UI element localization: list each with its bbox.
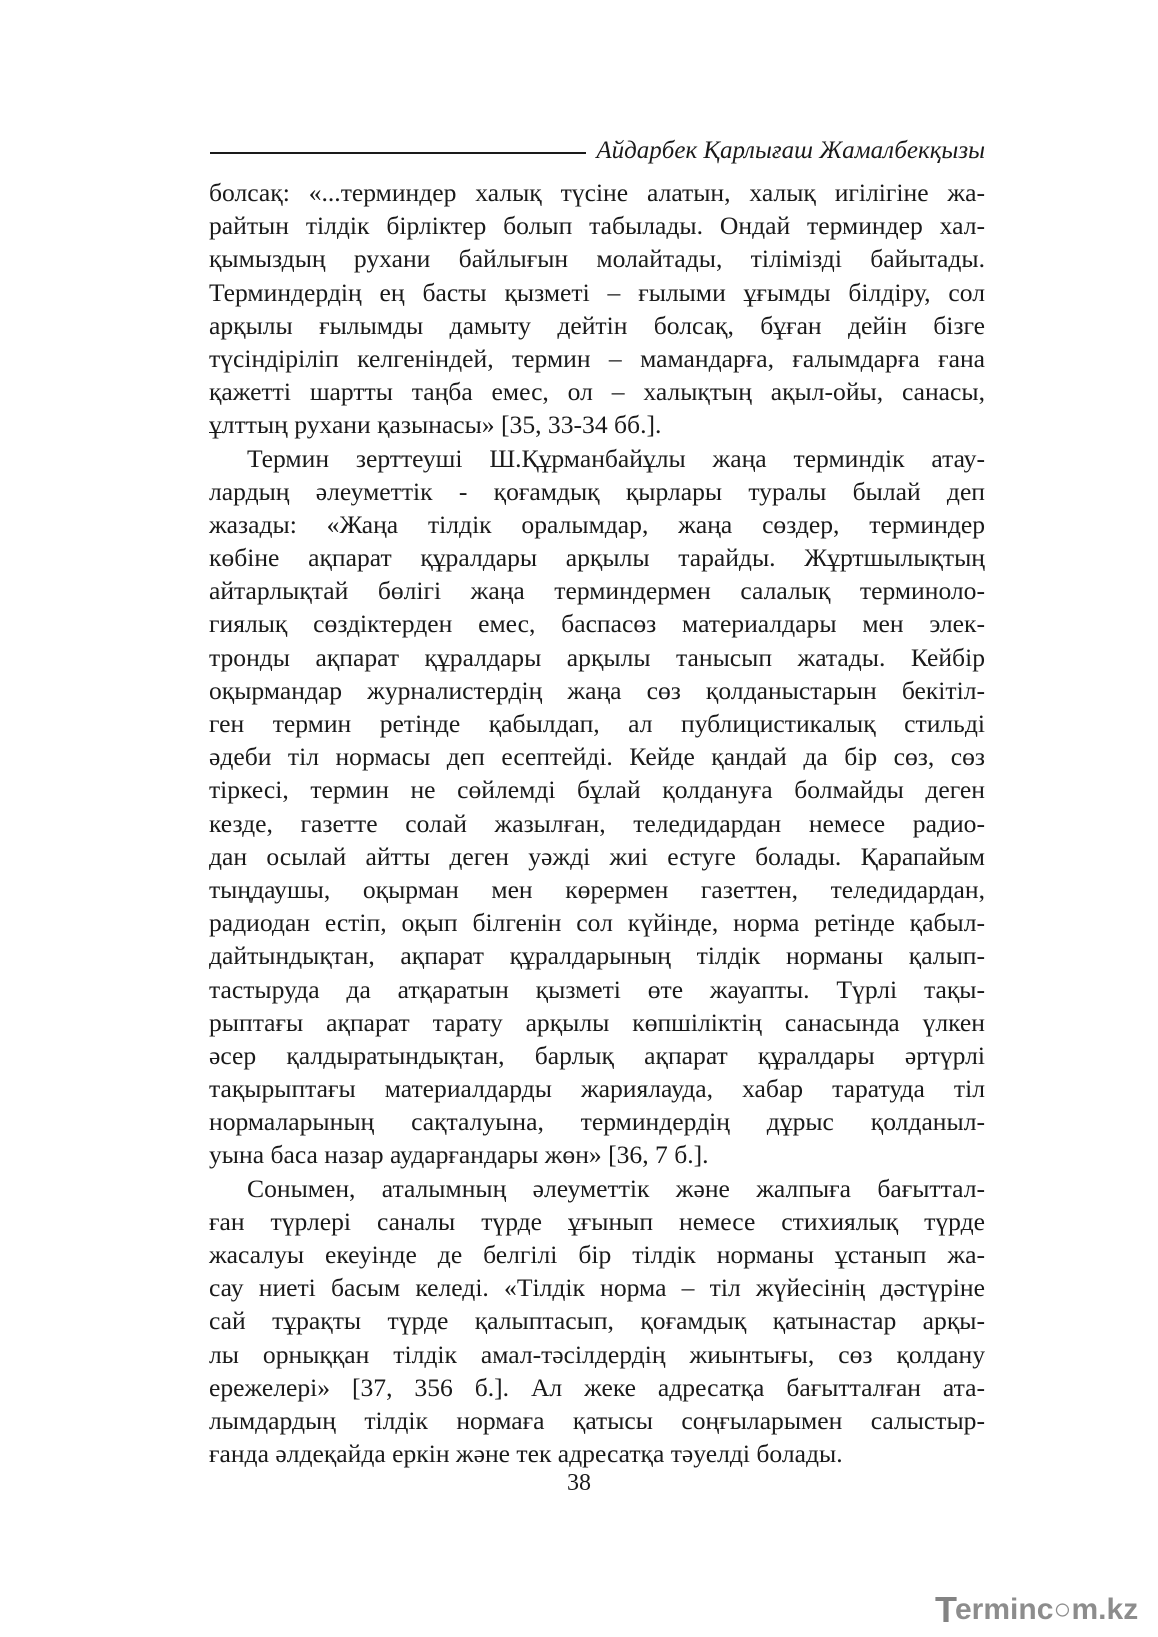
- text-line: қажетті шартты таңба емес, ол – халықтың ақыл-ойы, санасы,: [209, 377, 985, 407]
- text-line: айтарлықтай бөлігі жаңа терминдермен салалық терминоло-: [209, 576, 985, 606]
- text-line: оқырмандар журналистердің жаңа сөз қолданыстарын бекітіл-: [209, 675, 985, 705]
- paragraph: [209, 1172, 985, 1471]
- text-line: түсіндіріліп келгеніндей, термин – мамандарға, ғалымдарға ғана: [209, 343, 985, 373]
- text-line: ген термин ретінде қабылдап, ал публицистикалық стильді: [209, 709, 985, 738]
- text-line: тронды ақпарат құралдары арқылы танысып жатады. Кейбір: [209, 642, 985, 672]
- text-line: Сонымен, аталымның әлеуметтік және жалпыға бағыттал-: [247, 1173, 985, 1203]
- paragraph: [209, 442, 985, 1172]
- paragraph: [209, 176, 985, 442]
- header-rule: [210, 152, 586, 154]
- text-line: рыптағы ақпарат тарату арқылы көпшіліктің санасында үлкен: [209, 1007, 985, 1037]
- text-line: тіркесі, термин не сөйлемді бұлай қолдануға болмайды деген: [209, 775, 985, 805]
- running-header: [210, 134, 985, 168]
- body-text: [209, 176, 985, 1470]
- text-line: көбіне ақпарат құралдары арқылы тарайды. Жұртшылықтың: [209, 543, 985, 573]
- text-line: райтын тілдік бірліктер болып табылады. Ондай терминдер хал-: [209, 211, 985, 241]
- text-line: ережелері» [37, 356 б.]. Ал жеке адресатқа бағытталған ата-: [209, 1372, 985, 1402]
- text-line: радиодан естіп, оқып білгенін сол күйінде, норма ретінде қабыл-: [209, 908, 985, 938]
- text-line: әдеби тіл нормасы деп есептейді. Кейде қандай да бір сөз, сөз: [209, 742, 985, 772]
- text-line: кезде, газетте солай жазылған, теледидардан немесе радио-: [209, 808, 985, 838]
- text-line: лы орныққан тілдік амал-тәсілдердің жиынтығы, сөз қолдану: [209, 1339, 985, 1369]
- text-line: лымдардың тілдік нормаға қатысы соңғыларымен салыстыр-: [209, 1405, 985, 1435]
- text-line: ған түрлері саналы түрде ұғынып немесе стихиялық түрде: [209, 1206, 985, 1236]
- text-line: тақырыптағы материалдарды жариялауда, хабар таратуда тіл: [209, 1074, 985, 1104]
- text-line: дайтындықтан, ақпарат құралдарының тілдік норманы қалып-: [209, 941, 985, 971]
- watermark-text: erminc○m.kz: [955, 1593, 1139, 1626]
- text-line: арқылы ғылымды дамыту дейтін болсақ, бұған дейін бізге: [209, 310, 985, 340]
- text-line: жасалуы екеуінде де белгілі бір тілдік норманы ұстанып жа-: [209, 1240, 985, 1269]
- page-number: 38: [567, 1470, 591, 1496]
- text-line: әсер қалдыратындықтан, барлық ақпарат құралдары әртүрлі: [209, 1040, 985, 1070]
- watermark-letter: T: [935, 1589, 957, 1630]
- text-line: қымыздың рухани байлығын молайтады, тілімізді байытады.: [209, 244, 985, 274]
- text-line: сау ниеті басым келеді. «Тілдік норма – тіл жүйесінің дәстүріне: [209, 1273, 985, 1303]
- text-line: гиялық сөздіктерден емес, баспасөз материалдары мен элек-: [209, 609, 985, 639]
- text-line: тастыруда да атқаратын қызметі өте жауапты. Түрлі тақы-: [209, 974, 985, 1004]
- watermark-logo: [935, 1588, 1145, 1632]
- text-line: болсақ: «...терминдер халық түсіне алатын, халық игілігіне жа-: [209, 178, 985, 207]
- text-line: ғанда әлдеқайда еркін және тек адресатқа тәуелді болады.: [209, 1439, 843, 1469]
- text-line: ұлттың рухани қазынасы» [35, 33-34 бб.].: [209, 410, 662, 440]
- text-line: сай тұрақты түрде қалыптасып, қоғамдық қатынастар арқы-: [209, 1306, 985, 1336]
- header-author: Айдарбек Қарлығаш Жамалбекқызы: [596, 137, 985, 164]
- text-line: нормаларының сақталуына, терминдердің дұрыс қолданыл-: [209, 1107, 985, 1137]
- text-line: дан осылай айтты деген уәжді жиі естуге болады. Қарапайым: [209, 841, 985, 871]
- text-line: Терминдердің ең басты қызметі – ғылыми ұғымды білдіру, сол: [209, 277, 985, 307]
- text-line: уына баса назар аударғандары жөн» [36, 7 б.].: [209, 1140, 709, 1170]
- text-line: Термин зерттеуші Ш.Құрманбайұлы жаңа терминдік атау-: [247, 443, 985, 473]
- text-line: лардың әлеуметтік - қоғамдық қырлары туралы былай деп: [209, 476, 985, 506]
- text-line: тыңдаушы, оқырман мен көрермен газеттен, теледидардан,: [209, 874, 985, 904]
- text-line: жазады: «Жаңа тілдік оралымдар, жаңа сөздер, терминдер: [209, 509, 985, 539]
